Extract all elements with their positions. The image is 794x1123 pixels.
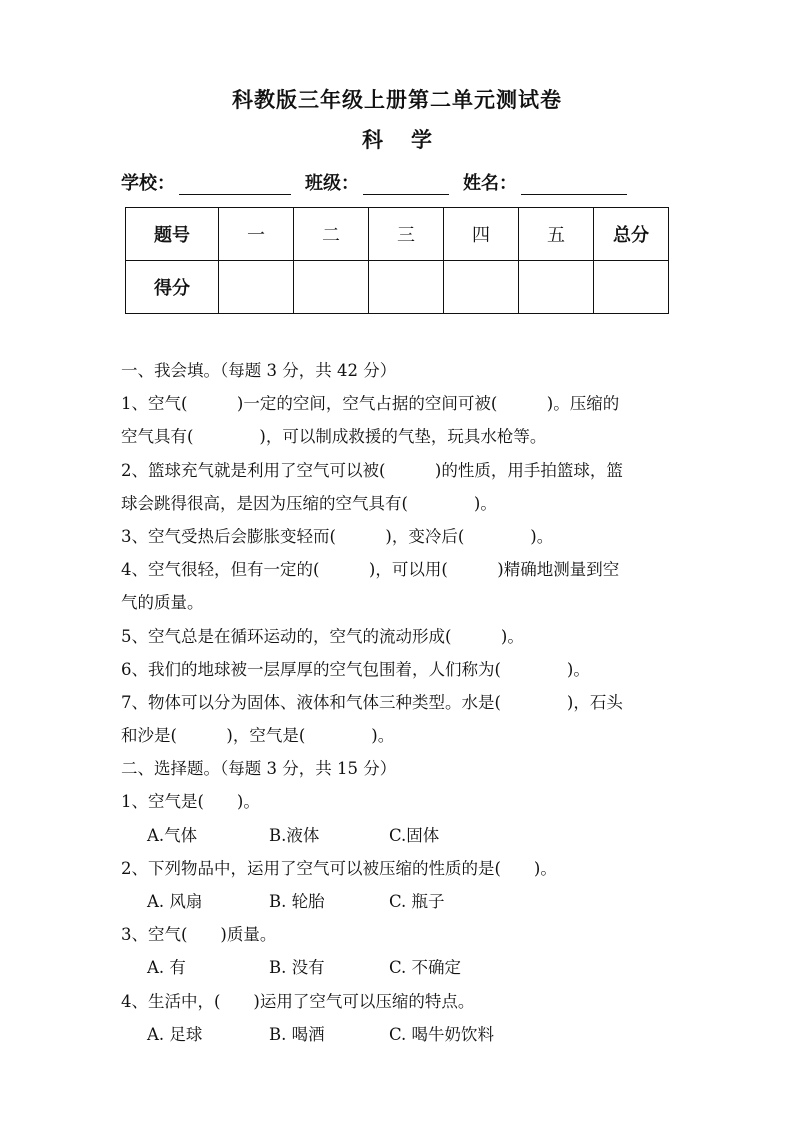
question-line: 3、空气受热后会膨胀变轻而( )，变冷后( )。 [121, 526, 554, 546]
score-cell[interactable] [519, 261, 594, 314]
question-line: 1、空气是( )。 [121, 792, 260, 812]
score-cell[interactable] [369, 261, 444, 314]
answer-options [121, 885, 681, 918]
score-header-cell: 总分 [594, 208, 669, 261]
score-header-cell: 四 [444, 208, 519, 261]
school-blank[interactable] [179, 174, 291, 195]
answer-option[interactable]: B. 轮胎 [269, 892, 325, 911]
score-cell[interactable] [594, 261, 669, 314]
answer-option[interactable]: C. 喝牛奶饮料 [389, 1024, 495, 1044]
answer-option[interactable]: A. 风扇 [147, 892, 203, 911]
question-line: 和沙是( )，空气是( )。 [121, 726, 395, 746]
score-header-cell: 一 [219, 208, 294, 261]
name-label: 姓名： [463, 173, 517, 194]
answer-option[interactable]: C. 瓶子 [389, 892, 445, 911]
score-header-cell: 题号 [126, 208, 219, 261]
question-line: 空气具有( )，可以制成救援的气垫，玩具水枪等。 [121, 427, 547, 447]
question-line: 气的质量。 [121, 593, 204, 613]
answer-option[interactable]: B. 喝酒 [269, 1024, 325, 1044]
page-title: 科教版三年级上册第二单元测试卷 [232, 87, 562, 112]
question-line: 2、下列物品中，运用了空气可以被压缩的性质的是( )。 [121, 858, 557, 878]
score-table-score-row [126, 261, 669, 314]
score-cell[interactable] [294, 261, 369, 314]
score-cell[interactable] [444, 261, 519, 314]
question-line: 7、物体可以分为固体、液体和气体三种类型。水是( )，石头 [121, 692, 623, 712]
score-header-cell: 三 [369, 208, 444, 261]
answer-option[interactable]: A.气体 [147, 825, 198, 845]
question-line: 3、空气( )质量。 [121, 925, 277, 945]
question-line: 球会跳得很高，是因为压缩的空气具有( )。 [121, 493, 497, 513]
score-cell[interactable] [219, 261, 294, 314]
question-line: 2、篮球充气就是利用了空气可以被( )的性质，用手拍篮球，篮 [121, 460, 623, 480]
class-label: 班级： [305, 173, 359, 194]
question-line: 一、我会填。（每题 3 分，共 42 分） [121, 361, 397, 380]
school-label: 学校： [121, 173, 175, 194]
answer-option[interactable]: A. 有 [147, 958, 186, 978]
question-line: 二、选择题。（每题 3 分，共 15 分） [121, 759, 397, 779]
answer-options [121, 951, 681, 984]
subject-title: 科学 [362, 127, 460, 152]
score-row-label: 得分 [126, 261, 219, 314]
score-table [125, 207, 669, 314]
answer-options [121, 819, 681, 852]
score-table-header-row [126, 208, 669, 261]
answer-option[interactable]: B. 没有 [269, 958, 325, 978]
answer-options [121, 1018, 681, 1051]
answer-option[interactable]: A. 足球 [147, 1024, 203, 1044]
question-line: 4、生活中，( )运用了空气可以压缩的特点。 [121, 991, 475, 1011]
score-header-cell: 五 [519, 208, 594, 261]
question-line: 6、我们的地球被一层厚厚的空气包围着，人们称为( )。 [121, 659, 590, 679]
answer-option[interactable]: C.固体 [389, 825, 440, 845]
student-info-row [121, 169, 641, 195]
question-line: 4、空气很轻，但有一定的( )，可以用( )精确地测量到空 [121, 560, 620, 580]
question-line: 5、空气总是在循环运动的，空气的流动形成( )。 [121, 626, 524, 646]
class-blank[interactable] [363, 174, 449, 195]
question-line: 1、空气( )一定的空间，空气占据的空间可被( )。压缩的 [121, 394, 620, 414]
answer-option[interactable]: C. 不确定 [389, 958, 462, 978]
name-blank[interactable] [521, 174, 627, 195]
score-header-cell: 二 [294, 208, 369, 261]
answer-option[interactable]: B.液体 [269, 825, 320, 845]
question-body [121, 354, 681, 1051]
